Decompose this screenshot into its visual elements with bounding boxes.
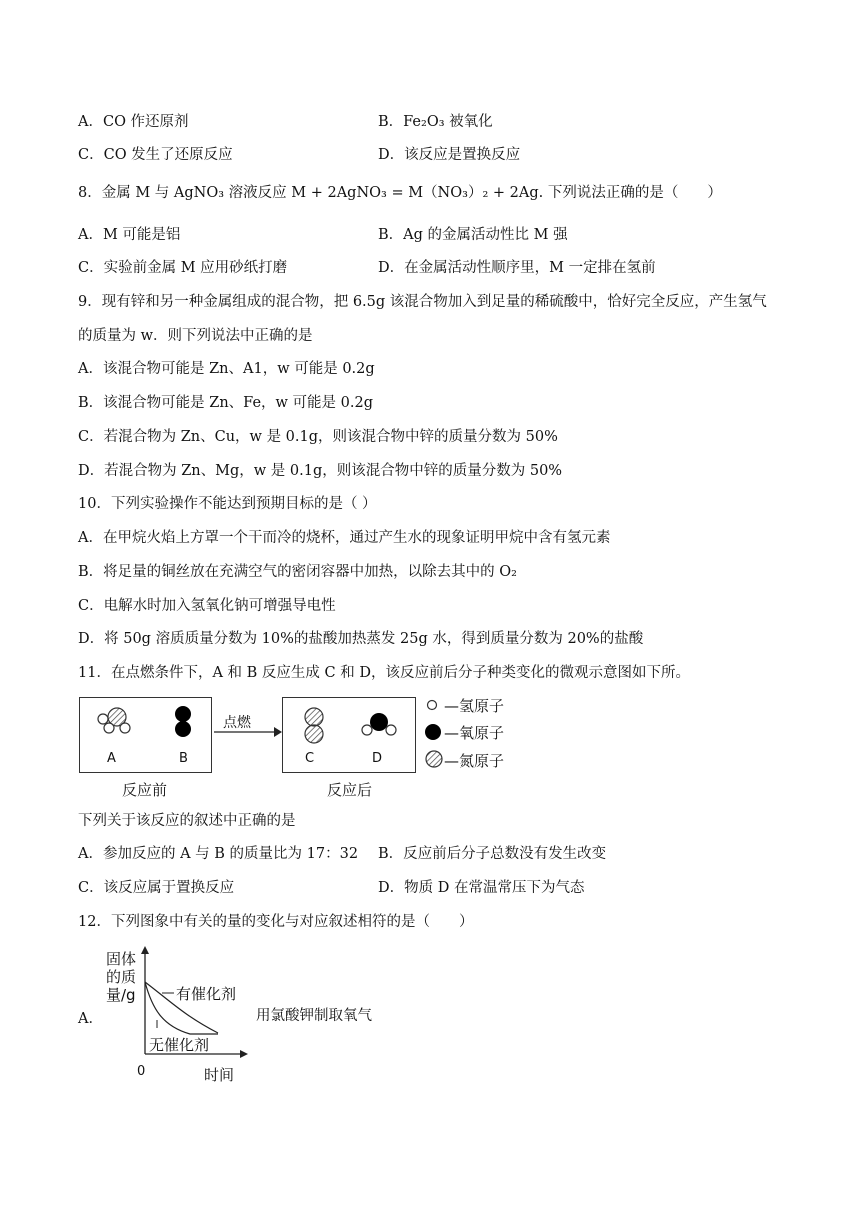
- label-a: A: [107, 751, 116, 766]
- q11-option-a: A．参加反应的 A 与 B 的质量比为 17：32: [78, 846, 359, 862]
- hydrogen-atom: [98, 714, 108, 724]
- nitrogen-atom: [305, 708, 323, 726]
- caption-before: 反应前: [122, 781, 168, 799]
- oxygen-atom: [370, 713, 388, 731]
- q11-stem: 11．在点燃条件下，A 和 B 反应生成 C 和 D，该反应前后分子种类变化的微观示意图如下所。: [78, 665, 690, 681]
- nitrogen-legend-icon: [426, 751, 442, 767]
- oxygen-legend-icon: [425, 724, 441, 740]
- hydrogen-atom: [120, 723, 130, 733]
- q11-option-c: C．该反应属于置换反应: [78, 880, 235, 896]
- q12-stem: 12．下列图象中有关的量的变化与对应叙述相符的是（ ）: [78, 914, 474, 930]
- q9-stem-line1: 9．现有锌和另一种金属组成的混合物，把 6.5g 该混合物加入到足量的稀硫酸中，恰好完全反应，产生氢气: [78, 294, 767, 310]
- q10-option-a: A．在甲烷火焰上方罩一个干而冷的烧杯，通过产生水的现象证明甲烷中含有氢元素: [78, 530, 611, 546]
- oxygen-atom: [175, 721, 191, 737]
- label-d: D: [372, 751, 383, 766]
- legend-icons: [424, 696, 444, 768]
- q7-option-c: C．CO 发生了还原反应: [78, 147, 233, 163]
- q8-option-c: C．实验前金属 M 应用砂纸打磨: [78, 260, 288, 276]
- q12-option-a-text: 用氯酸钾制取氧气: [256, 1008, 372, 1024]
- q12-option-a-letter: A．: [78, 1011, 103, 1027]
- legend-oxygen: —氧原子: [444, 724, 505, 742]
- label-without-catalyst: 无催化剂: [149, 1036, 210, 1054]
- q8-option-b: B．Ag 的金属活动性比 M 强: [378, 227, 568, 243]
- after-molecules: [282, 697, 422, 777]
- q11-lead: 下列关于该反应的叙述中正确的是: [78, 813, 296, 829]
- hydrogen-legend-icon: [428, 701, 437, 710]
- q8-option-a: A．M 可能是铝: [78, 227, 181, 243]
- graph-y-label: 固体 的质 量/g: [106, 950, 137, 1004]
- hydrogen-atom: [362, 725, 372, 735]
- label-with-catalyst: 有催化剂: [176, 985, 237, 1003]
- hydrogen-atom: [386, 725, 396, 735]
- hydrogen-atom: [104, 723, 114, 733]
- q8-stem: 8．金属 M 与 AgNO₃ 溶液反应 M + 2AgNO₃ = M（NO₃）₂ + 2Ag. 下列说法正确的是（ ）: [78, 185, 722, 201]
- nitrogen-atom: [305, 725, 323, 743]
- q8-option-d: D．在金属活动性顺序里，M 一定排在氢前: [378, 260, 656, 276]
- label-c: C: [305, 751, 315, 766]
- q10-option-d: D．将 50g 溶质质量分数为 10%的盐酸加热蒸发 25g 水，得到质量分数为 20%的盐酸: [78, 631, 644, 647]
- q10-stem: 10．下列实验操作不能达到预期目标的是（ ）: [78, 496, 377, 512]
- oxygen-atom: [175, 706, 191, 722]
- q7-option-a: A．CO 作还原剂: [78, 114, 189, 130]
- legend-hydrogen: —氢原子: [444, 697, 505, 715]
- arrow-label-ignition: 点燃: [223, 715, 251, 731]
- q10-option-c: C．电解水时加入氢氧化钠可增强导电性: [78, 598, 336, 614]
- legend-nitrogen: —氮原子: [444, 752, 505, 770]
- q11-option-b: B．反应前后分子总数没有发生改变: [378, 846, 607, 862]
- label-b: B: [179, 751, 188, 766]
- before-molecules: [79, 697, 219, 777]
- q11-option-d: D．物质 D 在常温常压下为气态: [378, 880, 585, 896]
- q9-stem-line2: 的质量为 w．则下列说法中正确的是: [78, 328, 313, 344]
- q9-option-a: A．该混合物可能是 Zn、A1，w 可能是 0.2g: [78, 361, 375, 377]
- q9-option-d: D．若混合物为 Zn、Mg，w 是 0.1g，则该混合物中锌的质量分数为 50%: [78, 463, 563, 479]
- q9-option-b: B．该混合物可能是 Zn、Fe，w 可能是 0.2g: [78, 395, 373, 411]
- q10-option-b: B．将足量的铜丝放在充满空气的密闭容器中加热，以除去其中的 O₂: [78, 564, 517, 580]
- reaction-arrow-icon: [212, 722, 284, 742]
- caption-after: 反应后: [327, 781, 373, 799]
- q7-option-b: B．Fe₂O₃ 被氧化: [378, 114, 493, 130]
- graph-origin: 0: [137, 1064, 146, 1079]
- q9-option-c: C．若混合物为 Zn、Cu，w 是 0.1g，则该混合物中锌的质量分数为 50%: [78, 429, 558, 445]
- q7-option-d: D．该反应是置换反应: [378, 147, 521, 163]
- graph-x-label: 时间: [204, 1066, 235, 1084]
